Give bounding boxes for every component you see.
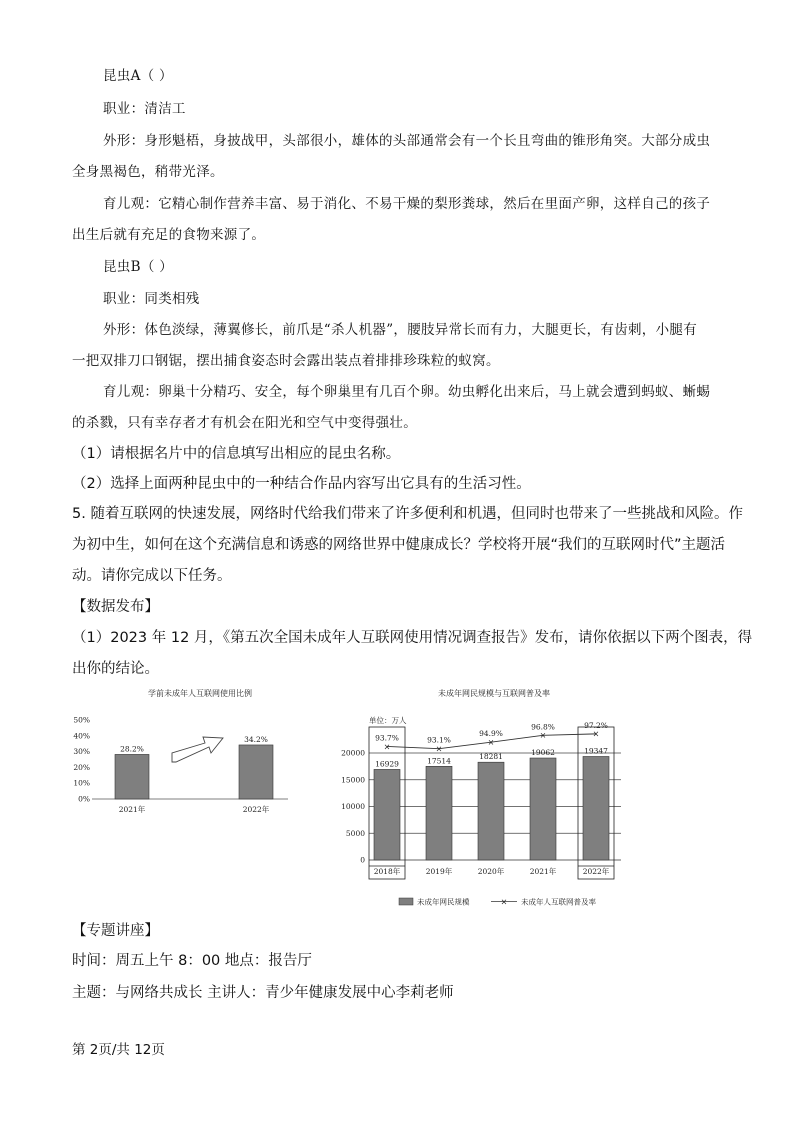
insect-b-title: 昆虫B（ ）	[103, 259, 174, 275]
chart2-rate-marker: ×	[539, 731, 547, 741]
chart2-bar	[583, 756, 609, 860]
chart2-xtick: 2019年	[425, 867, 453, 876]
chart2-bar	[478, 762, 504, 860]
insect-b-care-line2: 的杀戮，只有幸存者才有机会在阳光和空气中变得强壮。	[72, 415, 417, 431]
question-1: （1）请根据名片中的信息填写出相应的昆虫名称。	[72, 446, 401, 462]
chart2-legend-bar-swatch	[399, 898, 413, 905]
chart1-bar	[239, 745, 273, 799]
task-1-line2: 出你的结论。	[72, 661, 159, 677]
chart2-bar	[374, 769, 400, 860]
chart1-title: 学前未成年人互联网使用比例	[148, 689, 252, 698]
chart2-ytick: 20000	[341, 748, 365, 758]
chart2-rate-marker: ×	[435, 744, 443, 754]
insect-a-look-line2: 全身黑褐色，稍带光泽。	[72, 164, 224, 180]
insect-a-care-line1: 育儿观：它精心制作营养丰富、易于消化、不易干燥的梨形粪球，然后在里面产卵，这样自己的孩子	[103, 196, 711, 212]
chart2-ytick: 5000	[345, 828, 365, 838]
chart2-rate-label: 93.1%	[427, 735, 451, 745]
preschool-internet-chart	[60, 682, 310, 822]
chart2-rate-label: 97.2%	[584, 720, 608, 730]
chart2-bar	[530, 758, 556, 860]
chart1-ytick: 10%	[73, 778, 90, 788]
chart2-bar-label: 16929	[375, 759, 399, 769]
insect-b-care-line1: 育儿观：卵巢十分精巧、安全，每个卵巢里有几百个卵。幼虫孵化出来后，马上就会遭到蚂蚁、蜥蜴	[103, 384, 711, 400]
minor-netizen-chart	[325, 682, 630, 912]
chart1-ytick: 20%	[73, 762, 90, 772]
chart2-legend-line-label: 未成年人互联网普及率	[521, 897, 596, 907]
chart1-ytick: 50%	[73, 715, 90, 725]
chart2-bar-label: 19062	[531, 748, 555, 758]
chart1-xtick: 2021年	[118, 805, 146, 814]
insect-a-title: 昆虫A（ ）	[103, 68, 173, 84]
arrow-icon	[172, 737, 223, 762]
page-footer: 第 2页/共 12页	[72, 1042, 165, 1058]
insect-b-look-line2: 一把双排刀口钢锯，摆出捕食姿态时会露出装点着排排珍珠粒的蚁窝。	[72, 353, 500, 369]
chart2-unit: 单位：万人	[369, 716, 407, 725]
lecture-topic-speaker: 主题：与网络共成长 主讲人：青少年健康发展中心李莉老师	[72, 985, 454, 1001]
chart1-ytick: 30%	[73, 747, 90, 757]
chart2-ytick: 0	[360, 855, 365, 865]
chart2-rate-marker: ×	[592, 729, 600, 739]
insect-b-job: 职业：同类相残	[103, 291, 200, 307]
chart2-rate-marker: ×	[487, 737, 495, 747]
chart1-xtick: 2022年	[242, 805, 270, 814]
chart2-rate-label: 96.8%	[531, 722, 555, 732]
task-1-line1: （1）2023 年 12 月，《第五次全国未成年人互联网使用情况调查报告》发布，请你依据以下两个图表，得	[72, 630, 753, 646]
question-2: （2）选择上面两种昆虫中的一种结合作品内容写出它具有的生活习性。	[72, 476, 531, 492]
insect-a-job: 职业：清洁工	[103, 101, 186, 117]
chart2-bar	[426, 766, 452, 860]
chart2-rate-label: 93.7%	[375, 733, 399, 743]
chart2-bar-label: 17514	[427, 756, 451, 766]
chart2-ytick: 15000	[341, 775, 365, 785]
chart1-bar	[115, 754, 149, 799]
chart2-ytick: 10000	[341, 802, 365, 811]
insect-a-care-line2: 出生后就有充足的食物来源了。	[72, 227, 266, 243]
lecture-time-place: 时间：周五上午 8：00 地点：报告厅	[72, 953, 312, 969]
chart2-title: 未成年网民规模与互联网普及率	[438, 689, 550, 698]
chart2-bar-label: 19347	[584, 746, 608, 756]
insect-b-look-line1: 外形：体色淡绿，薄翼修长，前爪是“杀人机器”，腰肢异常长而有力，大腿更长，有齿刺，小腿有	[103, 322, 698, 338]
chart2-legend-bar-label: 未成年网民规模	[417, 897, 470, 907]
chart1-ytick: 0%	[78, 794, 90, 804]
chart1-data-label: 34.2%	[244, 734, 268, 744]
question-5-line3: 动。请你完成以下任务。	[72, 568, 232, 584]
chart2-rate-marker: ×	[383, 742, 391, 752]
section-lecture-heading: 【专题讲座】	[72, 923, 159, 939]
question-5-line1: 5. 随着互联网的快速发展，网络时代给我们带来了许多便利和机遇，但同时也带来了一些挑战和风险。作	[72, 506, 743, 522]
chart1-ytick: 40%	[73, 731, 90, 741]
insect-a-look-line1: 外形：身形魁梧，身披战甲，头部很小，雄体的头部通常会有一个长且弯曲的锥形角突。大部分成虫	[103, 133, 711, 149]
chart2-xtick: 2022年	[582, 867, 610, 876]
chart2-xtick: 2018年	[373, 867, 401, 876]
question-5-line2: 为初中生，如何在这个充满信息和诱惑的网络世界中健康成长？学校将开展“我们的互联网时代”主题活	[72, 537, 726, 553]
chart2-rate-label: 94.9%	[479, 729, 503, 739]
chart2-legend-line-marker: ×	[500, 897, 508, 907]
chart2-xtick: 2020年	[477, 867, 505, 876]
section-data-heading: 【数据发布】	[72, 599, 159, 615]
chart2-xtick: 2021年	[529, 867, 557, 876]
chart1-data-label: 28.2%	[120, 744, 144, 754]
chart2-bar-label: 18281	[479, 752, 503, 762]
